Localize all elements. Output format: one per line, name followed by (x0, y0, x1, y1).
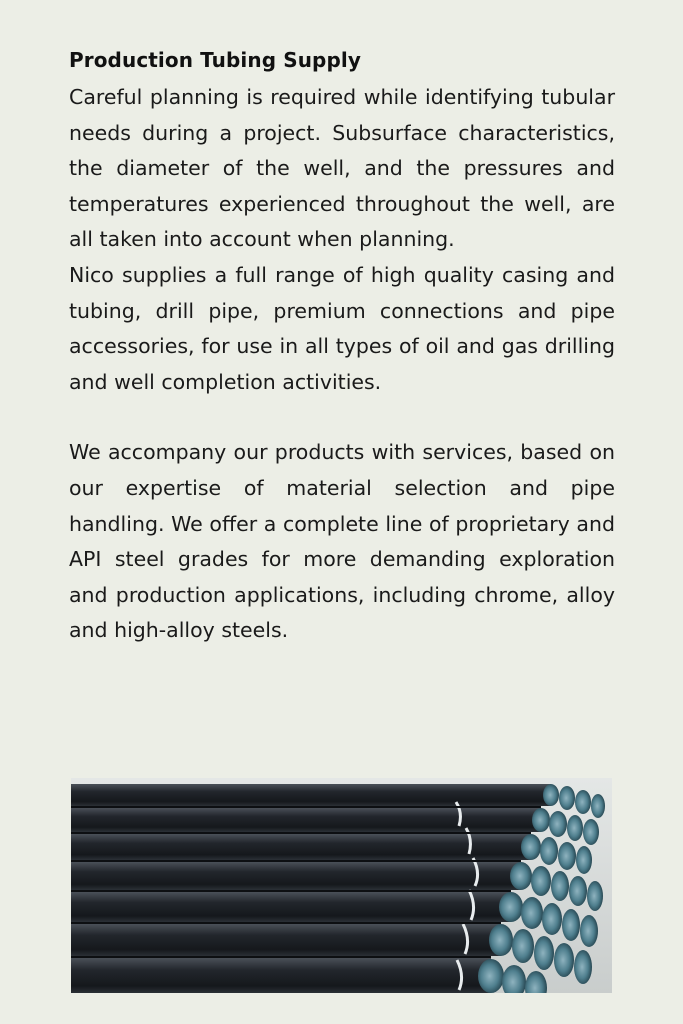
paragraph-planning: Careful planning is required while identifying tubular needs during a project. Subsurface characteristics, the diameter of the well, and the pressures and temperatures experienced throughout the well, are all taken into account when planning. (69, 85, 615, 252)
pipe-stack (71, 784, 605, 993)
paragraph-supply: Nico supplies a full range of high quality casing and tubing, drill pipe, premium connections and pipe accessories, for use in all types of oil and gas drilling and well completion activities. (69, 262, 615, 394)
document-body (69, 42, 615, 649)
paragraph-services: We accompany our products with services, based on our expertise of material selection and pipe handling. We offer a complete line of proprietary and API steel grades for more demanding exploration and production applications, including chrome, alloy and high-alloy steels. (69, 440, 615, 643)
paragraph-spacer (69, 400, 615, 435)
page-title: Production Tubing Supply (69, 48, 361, 72)
steel-pipes-photo (71, 778, 612, 993)
